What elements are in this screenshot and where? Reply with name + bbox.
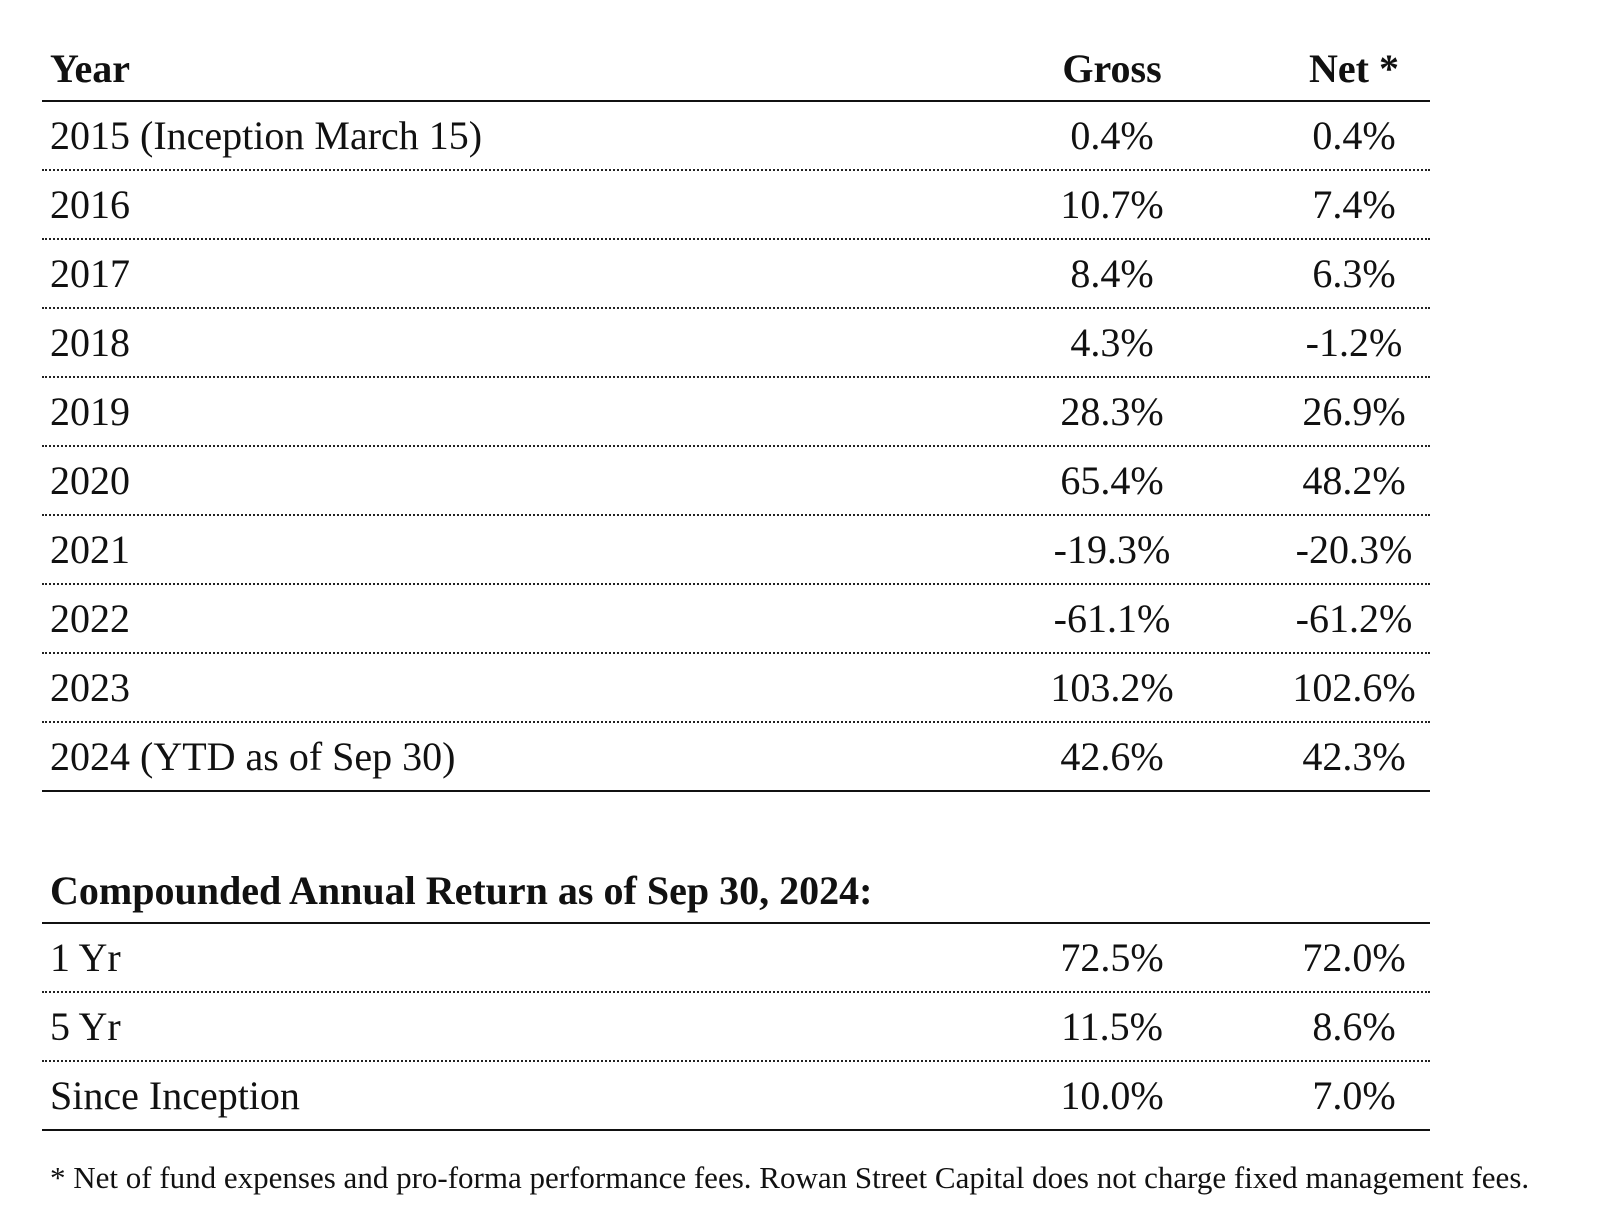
gross-cell: 8.4% xyxy=(1070,251,1154,296)
gross-column-header: Gross xyxy=(1062,46,1162,91)
table-header-row xyxy=(42,40,1430,102)
table-row xyxy=(42,309,1430,378)
table-row xyxy=(42,924,1430,993)
gross-cell: 65.4% xyxy=(1060,458,1164,503)
compounded-returns-table xyxy=(42,858,1430,1131)
section-title: Compounded Annual Return as of Sep 30, 2024: xyxy=(50,868,873,913)
gross-cell: 0.4% xyxy=(1070,113,1154,158)
year-cell: 2016 xyxy=(50,182,130,227)
table-row xyxy=(42,240,1430,309)
gross-cell: 11.5% xyxy=(1061,1004,1163,1049)
table-row xyxy=(42,516,1430,585)
gross-cell: 103.2% xyxy=(1050,665,1174,710)
gross-cell: 10.7% xyxy=(1060,182,1164,227)
year-cell: 2021 xyxy=(50,527,130,572)
gross-cell: 4.3% xyxy=(1070,320,1154,365)
table-row xyxy=(42,585,1430,654)
net-cell: -1.2% xyxy=(1305,320,1403,365)
table-row xyxy=(42,171,1430,240)
net-column-header: Net * xyxy=(1309,46,1399,91)
gross-cell: 10.0% xyxy=(1060,1073,1164,1118)
net-cell: 6.3% xyxy=(1312,251,1396,296)
net-cell: 7.4% xyxy=(1312,182,1396,227)
net-cell: 102.6% xyxy=(1292,665,1416,710)
footnote: * Net of fund expenses and pro-forma performance fees. Rowan Street Capital does not charge fixed management fees. xyxy=(50,1160,1530,1195)
net-cell: 48.2% xyxy=(1302,458,1406,503)
net-cell: 8.6% xyxy=(1312,1004,1396,1049)
net-cell: 42.3% xyxy=(1302,734,1406,779)
net-cell: 26.9% xyxy=(1302,389,1406,434)
annual-returns-table xyxy=(42,40,1430,792)
table-row xyxy=(42,1062,1430,1131)
year-cell: 2023 xyxy=(50,665,130,710)
table-row xyxy=(42,447,1430,516)
year-cell: 2022 xyxy=(50,596,130,641)
section-title-row xyxy=(42,858,1430,924)
table-row xyxy=(42,378,1430,447)
net-cell: 0.4% xyxy=(1312,113,1396,158)
year-cell: 2018 xyxy=(50,320,130,365)
year-cell: 2020 xyxy=(50,458,130,503)
period-cell: Since Inception xyxy=(50,1073,300,1118)
year-cell: 2017 xyxy=(50,251,130,296)
year-cell: 2015 (Inception March 15) xyxy=(50,113,483,158)
net-cell: 7.0% xyxy=(1312,1073,1396,1118)
table-row xyxy=(42,654,1430,723)
gross-cell: 72.5% xyxy=(1060,935,1164,980)
year-cell: 2024 (YTD as of Sep 30) xyxy=(50,734,456,779)
year-cell: 2019 xyxy=(50,389,130,434)
net-cell: -20.3% xyxy=(1295,527,1413,572)
table-row xyxy=(42,102,1430,171)
year-column-header: Year xyxy=(50,46,130,91)
gross-cell: 42.6% xyxy=(1060,734,1164,779)
period-cell: 5 Yr xyxy=(50,1004,121,1049)
table-row xyxy=(42,993,1430,1062)
gross-cell: 28.3% xyxy=(1060,389,1164,434)
period-cell: 1 Yr xyxy=(50,935,121,980)
table-row xyxy=(42,723,1430,792)
net-cell: 72.0% xyxy=(1302,935,1406,980)
gross-cell: -61.1% xyxy=(1053,596,1171,641)
net-cell: -61.2% xyxy=(1295,596,1413,641)
gross-cell: -19.3% xyxy=(1053,527,1171,572)
